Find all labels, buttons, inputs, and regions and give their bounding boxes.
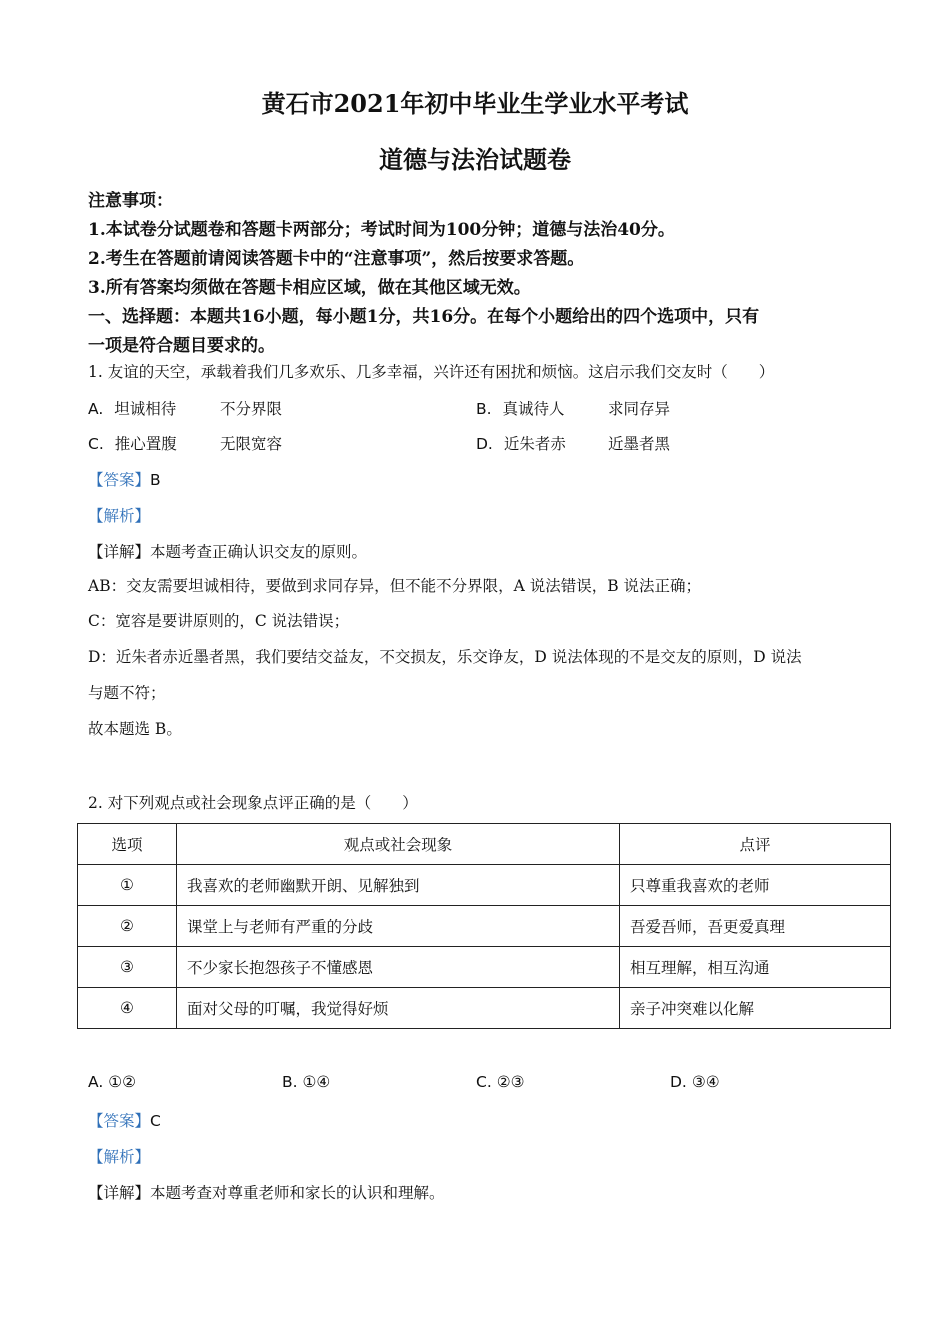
option-text: 无限宽容 bbox=[220, 435, 283, 453]
q2-table bbox=[77, 823, 891, 1029]
option-letter: C. bbox=[88, 435, 104, 453]
option-letter: C. bbox=[476, 1073, 492, 1091]
table-cell: ③ bbox=[78, 947, 177, 988]
section-heading-line2: 一项是符合题目要求的。 bbox=[88, 336, 275, 356]
q1-stem: 1. 友谊的天空，承载着我们几多欢乐、几多幸福，兴许还有困扰和烦恼。这启示我们交友时（ ） bbox=[88, 363, 775, 381]
table-row bbox=[78, 947, 891, 988]
q1-detail-line: 与题不符； bbox=[88, 684, 166, 702]
q1-detail-line: C：宽容是要讲原则的，C 说法错误； bbox=[88, 612, 350, 630]
table-cell: ④ bbox=[78, 988, 177, 1029]
option-text: 推心置腹 bbox=[114, 435, 177, 453]
answer-value: C bbox=[150, 1112, 161, 1130]
q1-analysis-tag: 【解析】 bbox=[88, 507, 151, 525]
option-text: 不分界限 bbox=[220, 400, 283, 418]
page-subtitle: 道德与法治试题卷 bbox=[379, 145, 571, 174]
table-cell: 相互理解，相互沟通 bbox=[620, 947, 891, 988]
answer-tag: 【答案】 bbox=[88, 1112, 151, 1130]
option-text: 近朱者赤 bbox=[503, 435, 566, 453]
q2-detail: 【详解】本题考查对尊重老师和家长的认识和理解。 bbox=[88, 1184, 445, 1202]
notice-item: 2.考生在答题前请阅读答题卡中的“注意事项”，然后按要求答题。 bbox=[88, 249, 585, 269]
option-text: ①④ bbox=[302, 1073, 331, 1091]
table-cell: 只尊重我喜欢的老师 bbox=[620, 865, 891, 906]
notice-heading: 注意事项： bbox=[88, 191, 173, 211]
option-text: ③④ bbox=[691, 1073, 720, 1091]
page-title: 黄石市2021年初中毕业生学业水平考试 bbox=[261, 89, 689, 118]
q2-analysis-tag: 【解析】 bbox=[88, 1148, 151, 1166]
q2-option-b bbox=[282, 1073, 330, 1091]
option-text: 真诚待人 bbox=[502, 400, 565, 418]
table-cell: ① bbox=[78, 865, 177, 906]
answer-tag: 【答案】 bbox=[88, 471, 151, 489]
option-text: ①② bbox=[108, 1073, 136, 1091]
q2-option-c bbox=[476, 1073, 524, 1091]
option-letter: B. bbox=[282, 1073, 298, 1091]
q1-option-c bbox=[88, 432, 283, 454]
q1-option-d bbox=[476, 432, 671, 454]
q1-detail-line: 【详解】本题考查正确认识交友的原则。 bbox=[88, 543, 368, 561]
table-cell: 课堂上与老师有严重的分歧 bbox=[177, 906, 620, 947]
q1-option-a bbox=[88, 397, 283, 419]
q2-answer bbox=[88, 1109, 161, 1131]
section-heading-line1: 一、选择题：本题共16小题，每小题1分，共16分。在每个小题给出的四个选项中，只有 bbox=[88, 307, 760, 327]
table-row bbox=[78, 865, 891, 906]
table-row bbox=[78, 906, 891, 947]
notice-item: 3.所有答案均须做在答题卡相应区域，做在其他区域无效。 bbox=[88, 278, 531, 298]
q1-option-b bbox=[476, 397, 671, 419]
table-cell: 我喜欢的老师幽默开朗、见解独到 bbox=[177, 865, 620, 906]
option-letter: A. bbox=[88, 400, 104, 418]
option-letter: B. bbox=[476, 400, 492, 418]
table-cell: 亲子冲突难以化解 bbox=[620, 988, 891, 1029]
table-cell: 不少家长抱怨孩子不懂感恩 bbox=[177, 947, 620, 988]
q2-option-a bbox=[88, 1073, 136, 1091]
notice-item: 1.本试卷分试题卷和答题卡两部分；考试时间为100分钟；道德与法治40分。 bbox=[88, 220, 675, 240]
table-header-row bbox=[78, 824, 891, 865]
option-text: 坦诚相待 bbox=[114, 400, 177, 418]
table-cell: ② bbox=[78, 906, 177, 947]
option-letter: D. bbox=[476, 435, 493, 453]
table-header-cell: 观点或社会现象 bbox=[177, 824, 620, 865]
table-header-cell: 选项 bbox=[78, 824, 177, 865]
q2-option-d bbox=[670, 1073, 720, 1091]
option-text: 近墨者黑 bbox=[608, 435, 671, 453]
q1-detail-line: D：近朱者赤近墨者黑，我们要结交益友，不交损友，乐交诤友，D 说法体现的不是交友的原则，D 说法 bbox=[88, 648, 802, 666]
answer-value: B bbox=[150, 471, 161, 489]
table-cell: 面对父母的叮嘱，我觉得好烦 bbox=[177, 988, 620, 1029]
q1-detail-line: AB：交友需要坦诚相待，要做到求同存异，但不能不分界限，A 说法错误，B 说法正确； bbox=[88, 577, 702, 595]
q1-detail-line: 故本题选 B。 bbox=[88, 720, 182, 738]
table-header-cell: 点评 bbox=[620, 824, 891, 865]
option-text: 求同存异 bbox=[608, 400, 671, 418]
q2-stem: 2. 对下列观点或社会现象点评正确的是（ ） bbox=[88, 794, 418, 812]
table-row bbox=[78, 988, 891, 1029]
table-cell: 吾爱吾师，吾更爱真理 bbox=[620, 906, 891, 947]
option-letter: A. bbox=[88, 1073, 104, 1091]
option-letter: D. bbox=[670, 1073, 687, 1091]
q1-answer bbox=[88, 468, 161, 490]
option-text: ②③ bbox=[496, 1073, 525, 1091]
